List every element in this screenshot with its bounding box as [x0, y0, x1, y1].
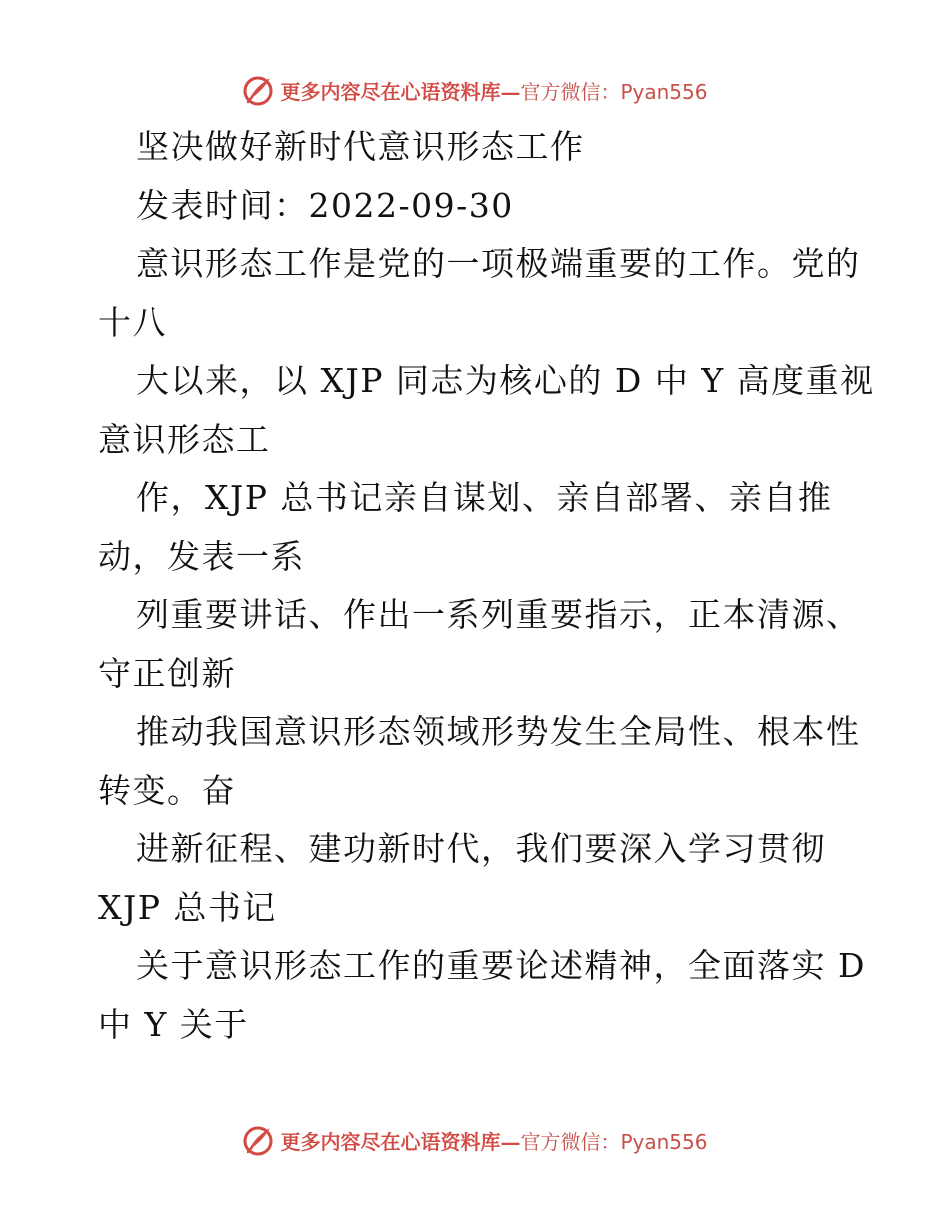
paragraph-line: XJP 总书记 [98, 887, 277, 927]
banner-wechat-text: 官方微信：Pyan556 [520, 1129, 708, 1154]
paragraph-line: 转变。奋 [98, 770, 236, 810]
paragraph-line: 列重要讲话、作出一系列重要指示，正本清源、 [136, 595, 861, 634]
banner-wechat-text: 官方微信：Pyan556 [520, 79, 708, 104]
quill-logo-icon [242, 1124, 274, 1156]
paragraph-line: 推动我国意识形态领域形势发生全局性、根本性 [136, 712, 861, 751]
banner-main-text: 更多内容尽在心语资料库 [280, 79, 501, 104]
paragraph-line: 作，XJP 总书记亲自谋划、亲自部署、亲自推 [136, 478, 833, 517]
banner-main-text: 更多内容尽在心语资料库 [280, 1129, 501, 1154]
paragraph-line: 动，发表一系 [98, 536, 305, 576]
paragraph-line: 十八 [98, 302, 167, 342]
paragraph-line: 大以来，以 XJP 同志为核心的 D 中 Y 高度重视 [136, 361, 875, 400]
document-title: 坚决做好新时代意识形态工作 [136, 127, 585, 166]
paragraph-line: 意识形态工 [98, 419, 271, 459]
paragraph-line: 进新征程、建功新时代，我们要深入学习贯彻 [136, 829, 826, 868]
banner-text [280, 76, 707, 105]
paragraph-line: 关于意识形态工作的重要论述精神，全面落实 D [136, 946, 866, 985]
banner-dash: — [500, 79, 521, 104]
quill-logo-icon [242, 74, 274, 106]
header-watermark-banner [0, 70, 950, 110]
paragraph-line: 中 Y 关于 [98, 1004, 249, 1044]
paragraph-line: 守正创新 [98, 653, 236, 693]
banner-text [280, 1126, 707, 1155]
document-body [98, 118, 875, 1054]
banner-dash: — [500, 1129, 521, 1154]
footer-watermark-banner [0, 1120, 950, 1160]
publish-date: 发表时间：2022-09-30 [136, 185, 514, 225]
paragraph-line: 意识形态工作是党的一项极端重要的工作。党的 [136, 244, 861, 283]
